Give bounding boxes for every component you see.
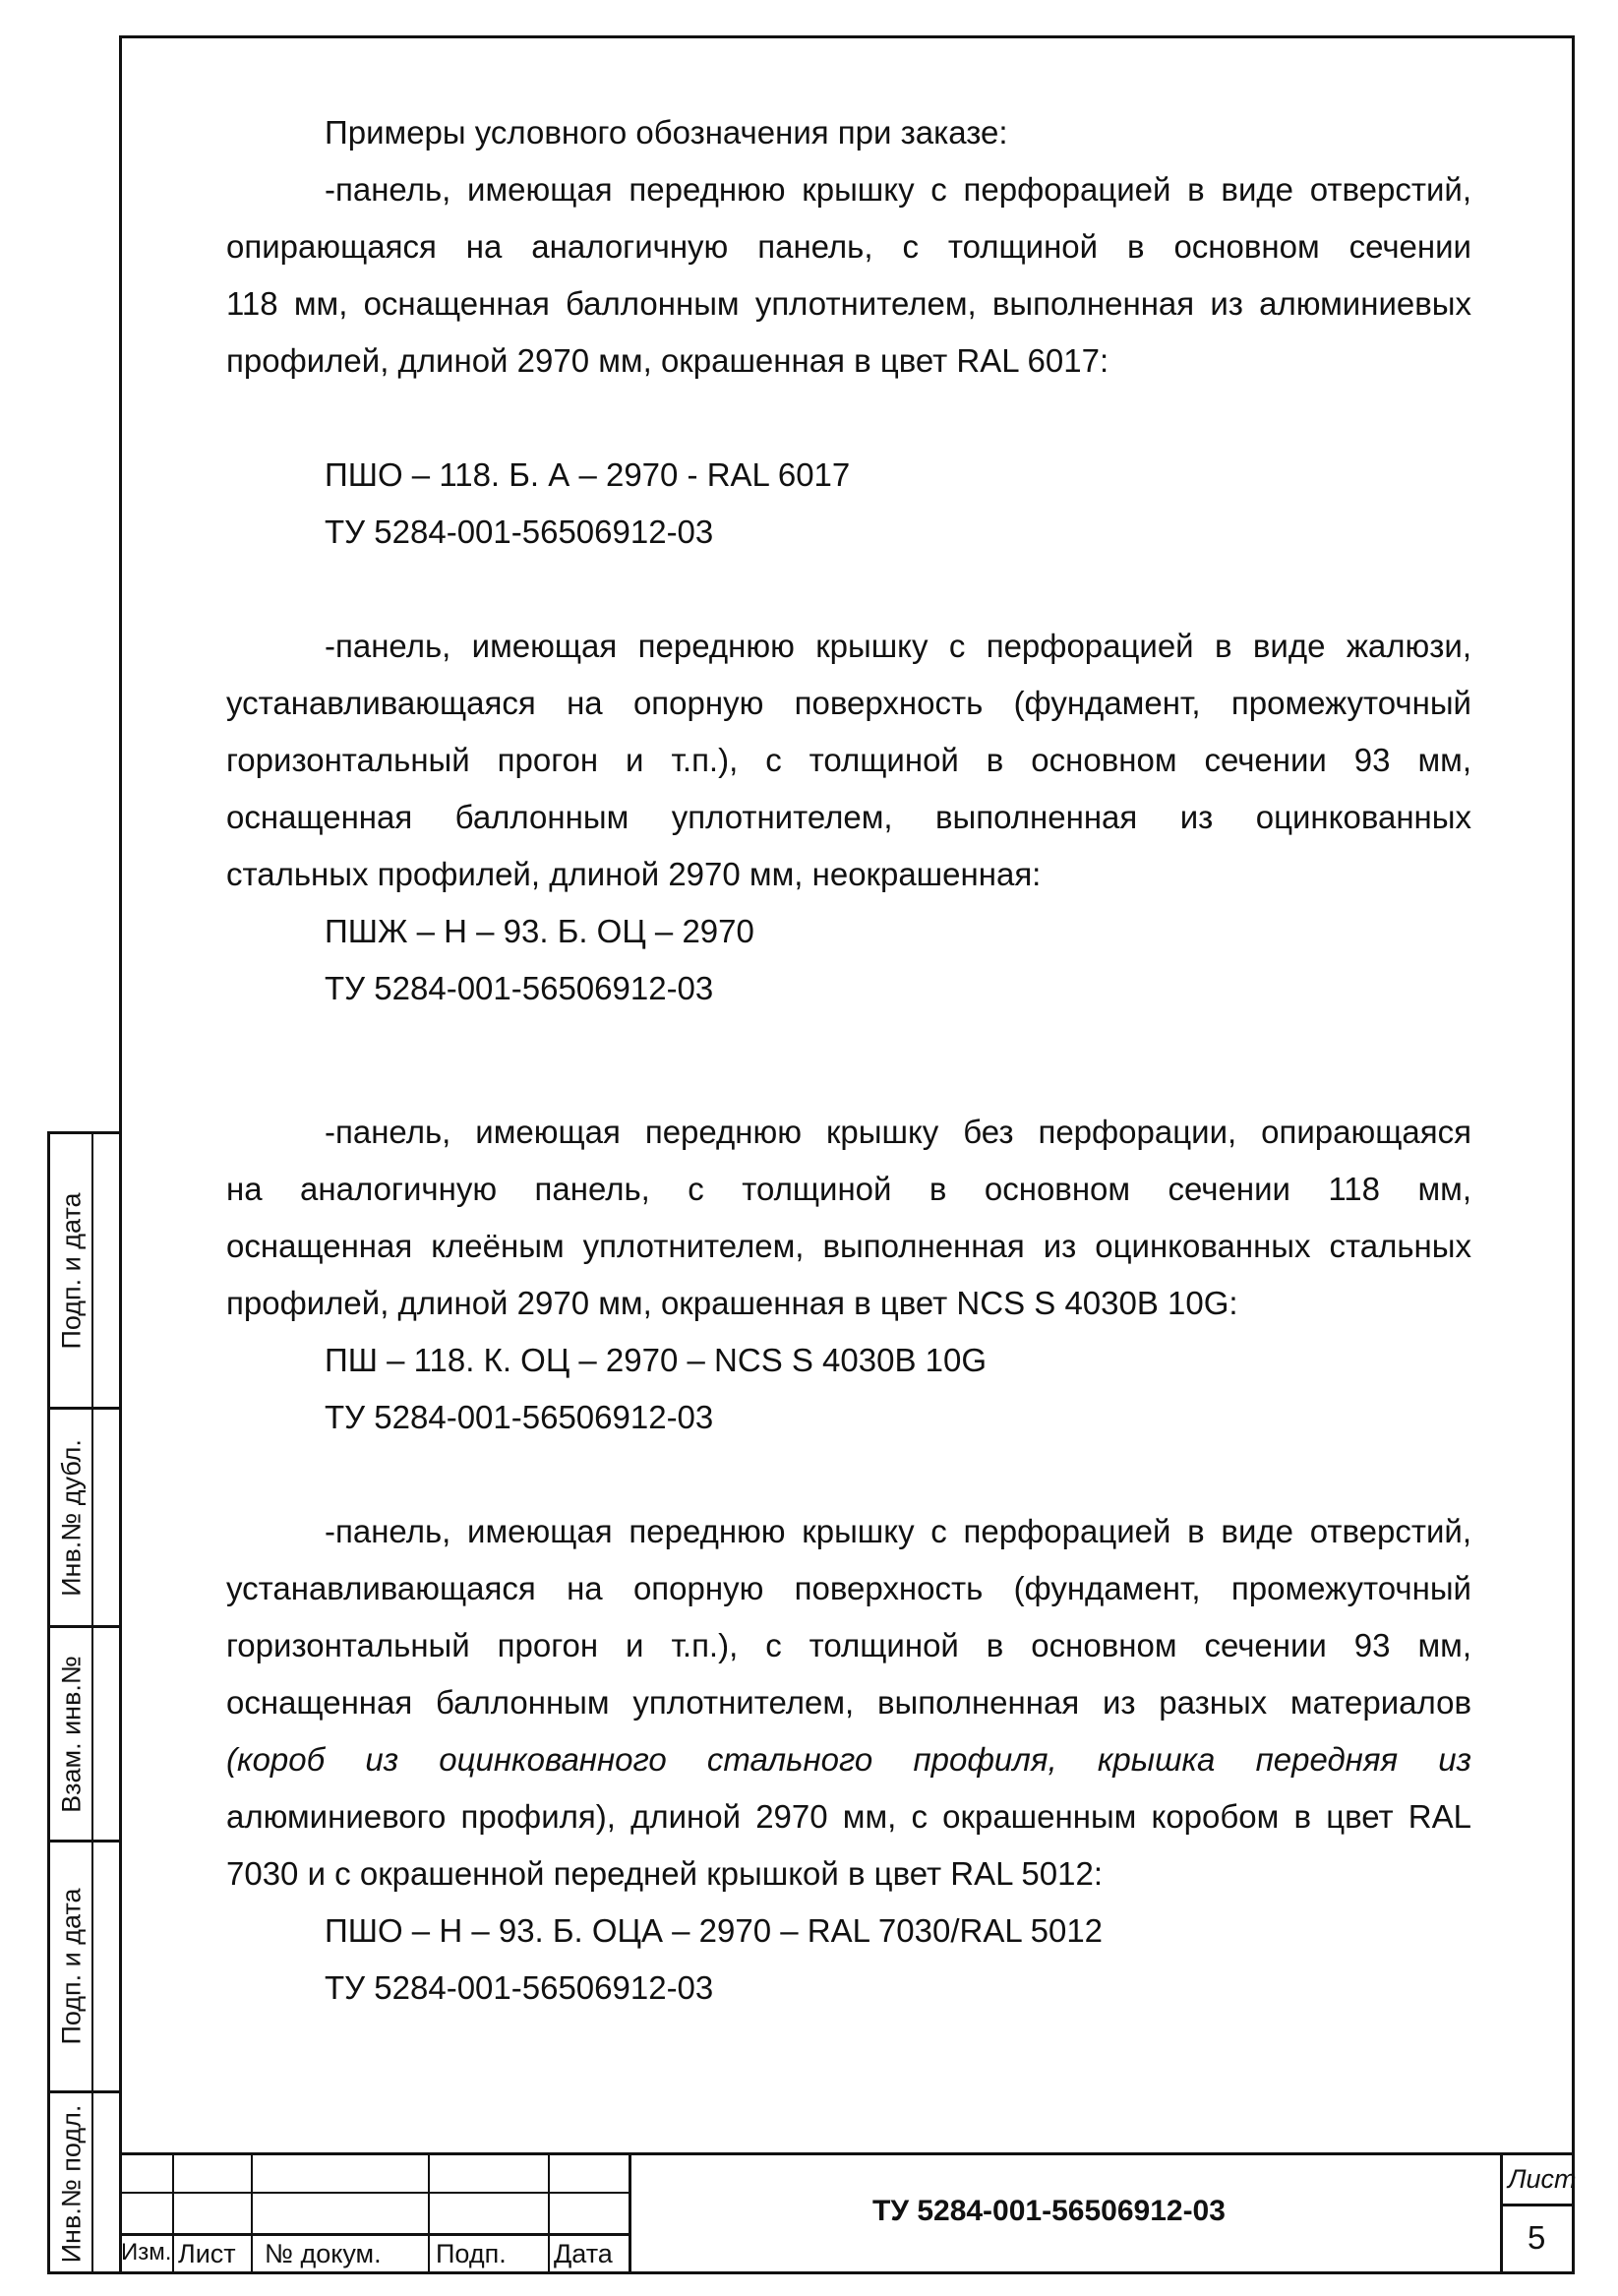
example-4-line-7: 7030 и с окрашенной передней крышкой в цвет RAL 5012: [226, 1855, 1103, 1892]
example-3-spec: ТУ 5284-001-56506912-03 [325, 1399, 714, 1435]
example-4-designation: ПШО – Н – 93. Б. ОЦА – 2970 – RAL 7030/RAL 5012 [325, 1912, 1104, 1949]
side-stamp [47, 1131, 122, 2274]
example-2 [226, 618, 1471, 1017]
example-3-designation: ПШ – 118. К. ОЦ – 2970 – NCS S 4030B 10G [325, 1342, 988, 1378]
example-2-line-3: горизонтальный прогон и т.п.), с толщиной в основном сечении 93 мм, [226, 742, 1471, 778]
title-block-list: Лист [178, 2239, 236, 2268]
side-label-inv-dubl: Инв.№ дубл. [56, 1438, 87, 1597]
example-3-line-1: -панель, имеющая переднюю крышку без перфорации, опирающаяся [325, 1114, 1471, 1150]
example-3-line-2: на аналогичную панель, с толщиной в основном сечении 118 мм, [226, 1171, 1471, 1207]
example-4-line-4: оснащенная баллонным уплотнителем, выполненная из разных материалов [226, 1684, 1471, 1721]
example-2-spec: ТУ 5284-001-56506912-03 [325, 970, 714, 1006]
side-label-vzam-inv: Взам. инв.№ [56, 1655, 87, 1813]
example-4-line-3: горизонтальный прогон и т.п.), с толщиной в основном сечении 93 мм, [226, 1627, 1471, 1663]
side-cell-podp-data-top [50, 1134, 122, 1410]
example-2-designation: ПШЖ – Н – 93. Б. ОЦ – 2970 [325, 913, 754, 949]
example-4-line-6: алюминиевого профиля), длиной 2970 мм, с окрашенным коробом в цвет RAL [226, 1798, 1471, 1835]
title-block [119, 2152, 1575, 2274]
example-2-line-1: -панель, имеющая переднюю крышку с перфорацией в виде жалюзи, [325, 628, 1471, 664]
title-block-sheet-number: 5 [1528, 2219, 1546, 2256]
title-block-izm: Изм. [121, 2239, 172, 2266]
side-label-podp-data-top: Подп. и дата [56, 1191, 87, 1350]
side-cell-inv-podl [50, 2093, 122, 2274]
example-1-designation: ПШО – 118. Б. А – 2970 - RAL 6017 [325, 456, 851, 493]
document-body [226, 104, 1471, 2017]
side-cell-vzam-inv [50, 1628, 122, 1843]
example-1-line-2: опирающаяся на аналогичную панель, с толщиной в основном сечении [226, 228, 1471, 265]
side-label-inv-podl: Инв.№ подл. [56, 2104, 87, 2264]
section-heading: Примеры условного обозначения при заказе: [325, 114, 1008, 151]
example-3 [226, 1104, 1471, 1446]
example-3-line-3: оснащенная клеёным уплотнителем, выполненная из оцинкованных стальных [226, 1228, 1471, 1264]
example-1-line-4: профилей, длиной 2970 мм, окрашенная в цвет RAL 6017: [226, 342, 1109, 379]
side-label-podp-data-bottom: Подп. и дата [56, 1888, 87, 2045]
example-1-spec: ТУ 5284-001-56506912-03 [325, 514, 714, 550]
example-2-line-4: оснащенная баллонным уплотнителем, выполненная из оцинкованных [226, 799, 1471, 835]
title-block-doc-number: № докум. [265, 2239, 382, 2268]
example-4-line-1: -панель, имеющая переднюю крышку с перфорацией в виде отверстий, [325, 1513, 1471, 1549]
example-4-line-5: (короб из оцинкованного стального профиля, крышка передняя из [226, 1741, 1471, 1778]
side-cell-inv-dubl [50, 1410, 122, 1628]
title-block-doc-code: ТУ 5284-001-56506912-03 [872, 2195, 1226, 2227]
example-1-line-1: -панель, имеющая переднюю крышку с перфорацией в виде отверстий, [325, 171, 1471, 208]
example-2-line-2: устанавливающаяся на опорную поверхность (фундамент, промежуточный [226, 685, 1471, 721]
example-4-line-2: устанавливающаяся на опорную поверхность (фундамент, промежуточный [226, 1570, 1471, 1606]
example-1-line-3: 118 мм, оснащенная баллонным уплотнителем, выполненная из алюминиевых [226, 285, 1471, 322]
example-4 [226, 1503, 1471, 2017]
title-block-sheet-label: Лист [1508, 2164, 1577, 2194]
example-4-spec: ТУ 5284-001-56506912-03 [325, 1969, 714, 2006]
title-block-signature: Подп. [436, 2239, 507, 2268]
side-cell-podp-data-bottom [50, 1843, 122, 2093]
example-2-line-5: стальных профилей, длиной 2970 мм, неокрашенная: [226, 856, 1042, 892]
example-3-line-4: профилей, длиной 2970 мм, окрашенная в цвет NCS S 4030B 10G: [226, 1285, 1238, 1321]
title-block-date: Дата [554, 2239, 613, 2268]
example-1 [226, 161, 1471, 561]
